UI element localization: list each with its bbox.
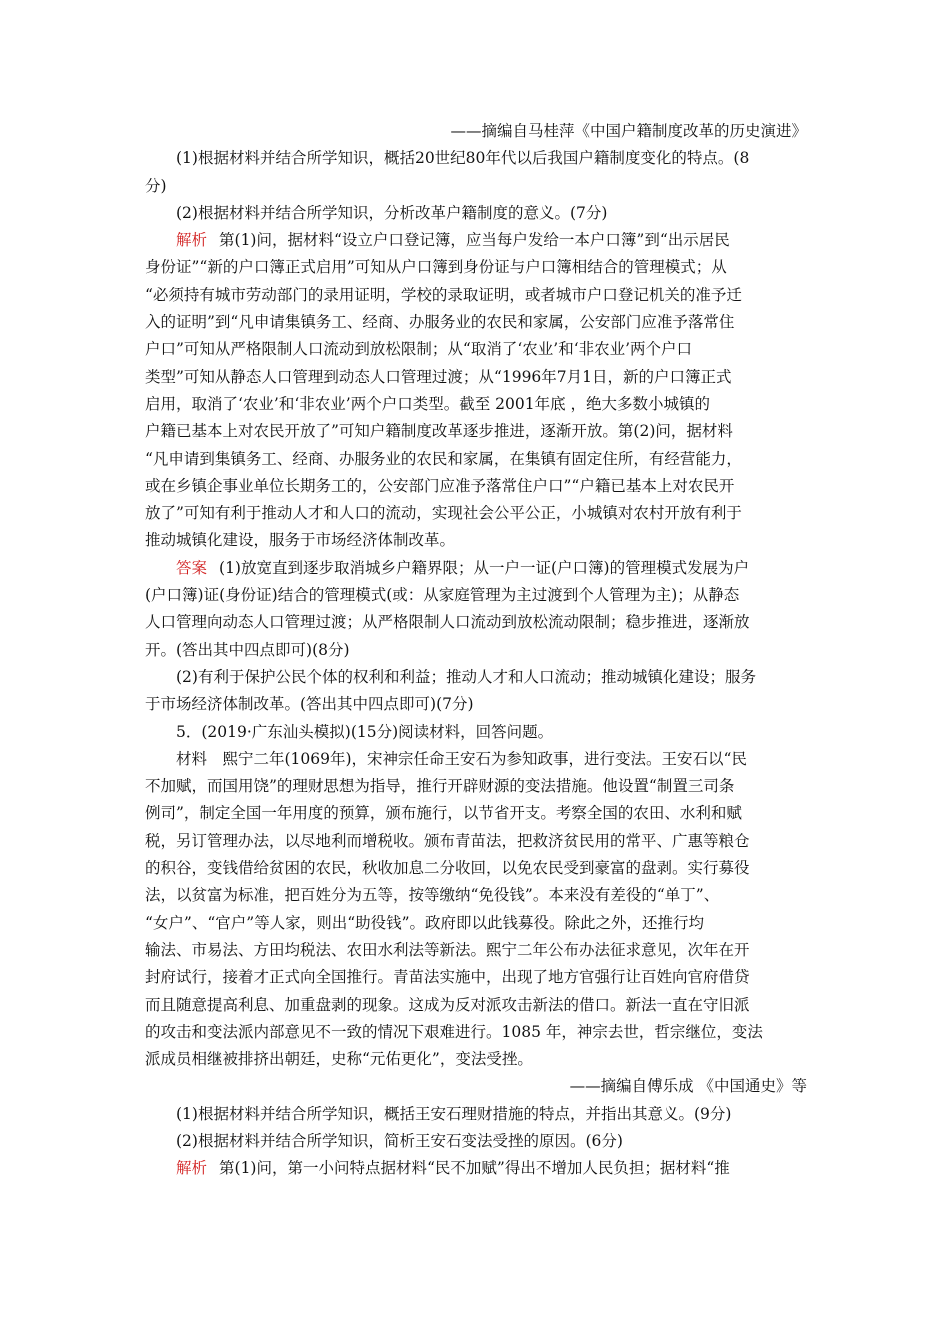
line-text: (2)根据材料并结合所学知识，分析改革户籍制度的意义。(7分): [176, 203, 608, 222]
document-line: [145, 964, 807, 991]
line-text: 开。(答出其中四点即可)(8分): [145, 640, 350, 659]
document-line: [145, 1019, 807, 1046]
line-text: (2)根据材料并结合所学知识，简析王安石变法受挫的原因。(6分): [176, 1131, 623, 1150]
line-text: 户口”可知从严格限制人口流动到放松限制；从“取消了‘农业’和‘非农业’两个户口: [145, 340, 693, 359]
line-text: 推动城镇化建设，服务于市场经济体制改革。: [145, 531, 456, 550]
line-text: (1)根据材料并结合所学知识，概括20世纪80年代以后我国户籍制度变化的特点。(8: [176, 149, 750, 168]
document-line: [145, 800, 807, 827]
line-text: 派成员相继被排挤出朝廷，史称“元佑更化”，变法受挫。: [145, 1050, 533, 1069]
document-line: [145, 200, 807, 227]
document-line: [145, 527, 807, 554]
line-text: “必须持有城市劳动部门的录用证明，学校的录取证明，或者城市户口登记机关的准予迁: [145, 285, 742, 304]
source-citation-line: [145, 1073, 807, 1100]
line-text: (2)有利于保护公民个体的权利和利益；推动人才和人口流动；推动城镇化建设；服务: [176, 667, 756, 686]
document-line: [145, 582, 807, 609]
line-text: 而且随意提高利息、加重盘剥的现象。这成为反对派攻击新法的借口。新法一直在守旧派: [145, 995, 750, 1014]
document-line: [145, 992, 807, 1019]
document-line: [145, 937, 807, 964]
line-text: 启用，取消了‘农业’和‘非农业’两个户口类型。截至 2001年底 ，绝大多数小城镇的: [145, 394, 711, 413]
document-line: [145, 910, 807, 937]
line-text: 类型”可知从静态人口管理到动态人口管理过渡；从“1996年7月1日，新的户口簿正式: [145, 367, 732, 386]
line-text: 例司”，制定全国一年用度的预算，颁布施行，以节省开支。考察全国的农田、水利和赋: [145, 804, 742, 823]
line-text: 的积谷，变钱借给贫困的农民，秋收加息二分收回，以免农民受到豪富的盘剥。实行募役: [145, 859, 750, 878]
line-text: 不加赋，而国用饶”的理财思想为指导，推行开辟财源的变法措施。他设置“制置三司条: [145, 777, 735, 796]
document-line: [145, 145, 807, 172]
document-line: [145, 609, 807, 636]
line-text: “凡申请到集镇务工、经商、办服务业的农民和家属，在集镇有固定住所，有经营能力，: [145, 449, 742, 468]
document-line: [145, 746, 807, 773]
document-line: [145, 691, 807, 718]
document-line: [145, 391, 807, 418]
document-line: [145, 855, 807, 882]
document-line: [145, 1046, 807, 1073]
document-line: [145, 309, 807, 336]
line-text: (户口簿)证(身份证)结合的管理模式(或：从家庭管理为主过渡到个人管理为主)；从静态: [145, 586, 740, 605]
line-text: 身份证”“新的户口簿正式启用”可知从户口簿到身份证与户口簿相结合的管理模式；从: [145, 258, 727, 277]
line-text: 材料 熙宁二年(1069年)，宋神宗任命王安石为参知政事，进行变法。王安石以“民: [176, 749, 747, 768]
line-text: 入的证明”到“凡申请集镇务工、经商、办服务业的农民和家属，公安部门应准予落常住: [145, 313, 735, 332]
section-label: 解析: [176, 1159, 208, 1178]
line-text: 人口管理向动态人口管理过渡；从严格限制人口流动到放松流动限制；稳步推进，逐渐放: [145, 613, 750, 632]
section-label: 答案: [176, 558, 208, 577]
document-line: [145, 418, 807, 445]
document-line: [145, 473, 807, 500]
document-line: [145, 1155, 807, 1182]
source-citation-line: [145, 118, 807, 145]
line-text: 放了”可知有利于推动人才和人口的流动，实现社会公平公正，小城镇对农村开放有利于: [145, 504, 742, 523]
document-line: [145, 773, 807, 800]
document-line: [145, 882, 807, 909]
document-line: [145, 555, 807, 582]
document-page: [145, 118, 807, 1183]
line-text: 第(1)问，第一小问特点据材料“民不加赋”得出不增加人民负担；据材料“推: [219, 1159, 730, 1178]
line-text: ——摘编自傅乐成 《中国通史》等: [569, 1077, 807, 1096]
document-line: [145, 1101, 807, 1128]
section-label: 解析: [176, 231, 208, 250]
line-text: (1)根据材料并结合所学知识，概括王安石理财措施的特点，并指出其意义。(9分): [176, 1104, 732, 1123]
text-block: [145, 118, 807, 1183]
line-text: 分): [145, 176, 167, 195]
document-line: [145, 364, 807, 391]
line-text: (1)放宽直到逐步取消城乡户籍界限；从一户一证(户口簿)的管理模式发展为户: [219, 558, 750, 577]
document-line: [145, 254, 807, 281]
line-text: 法，以贫富为标准，把百姓分为五等，按等缴纳“免役钱”。本来没有差役的“单丁”、: [145, 886, 720, 905]
document-line: [145, 637, 807, 664]
document-line: [145, 500, 807, 527]
line-text: 或在乡镇企事业单位长期务工的，公安部门应准予落常住户口”“户籍已基本上对农民开: [145, 476, 735, 495]
document-line: [145, 336, 807, 363]
document-line: [145, 173, 807, 200]
line-text: 户籍已基本上对农民开放了”可知户籍制度改革逐步推进，逐渐开放。第(2)问，据材料: [145, 422, 733, 441]
line-text: 封府试行，接着才正式向全国推行。青苗法实施中，出现了地方官强行让百姓向官府借贷: [145, 968, 750, 987]
line-text: 输法、市易法、方田均税法、农田水利法等新法。熙宁二年公布办法征求意见，次年在开: [145, 940, 750, 959]
document-line: [145, 227, 807, 254]
line-text: ——摘编自马桂萍《中国户籍制度改革的历史演进》: [450, 122, 807, 140]
document-line: [145, 446, 807, 473]
line-text: 于市场经济体制改革。(答出其中四点即可)(7分): [145, 695, 474, 714]
line-text: 5．(2019·广东汕头模拟)(15分)阅读材料，回答问题。: [176, 722, 554, 741]
document-line: [145, 282, 807, 309]
document-line: [145, 1128, 807, 1155]
line-text: 税，另订管理办法，以尽地利而增税收。颁布青苗法，把救济贫民用的常平、广惠等粮仓: [145, 831, 750, 850]
line-text: 的攻击和变法派内部意见不一致的情况下艰难进行。1085 年，神宗去世，哲宗继位，变法: [145, 1022, 763, 1041]
document-line: [145, 664, 807, 691]
document-line: [145, 828, 807, 855]
line-text: 第(1)问，据材料“设立户口登记簿，应当每户发给一本户口簿”到“出示居民: [219, 231, 730, 250]
document-line: [145, 719, 807, 746]
line-text: “女户”、“官户”等人家，则出“助役钱”。政府即以此钱募役。除此之外，还推行均: [145, 913, 705, 932]
